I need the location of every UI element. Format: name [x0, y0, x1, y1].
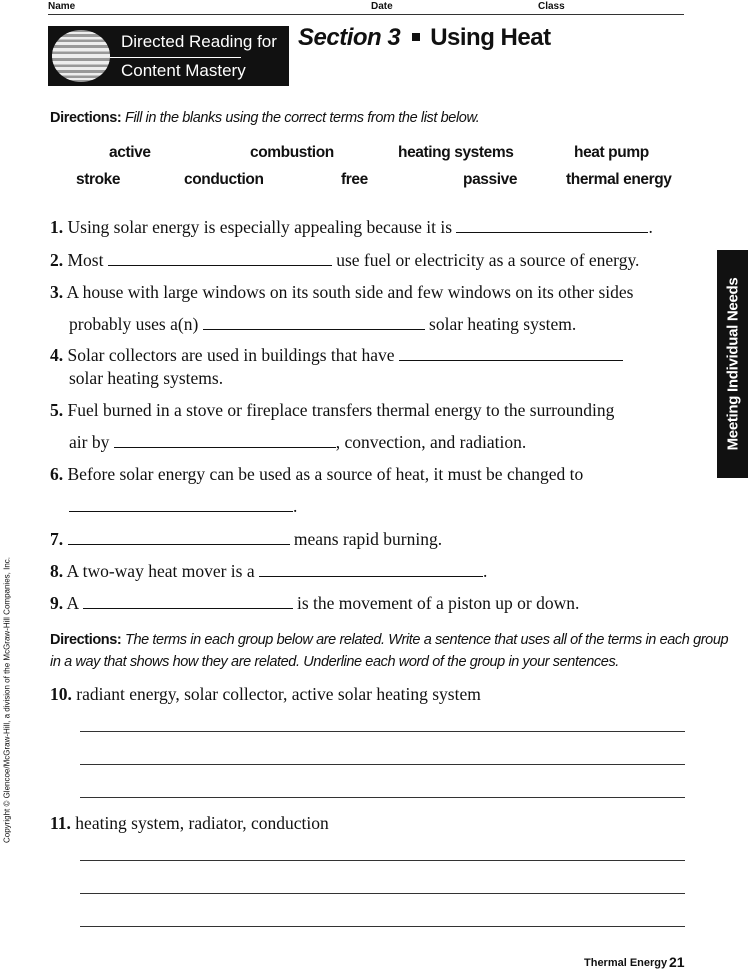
term-active: active: [109, 144, 151, 161]
writing-line-11a[interactable]: [80, 860, 685, 861]
question-5-line1: 5. Fuel burned in a stove or fireplace transfers thermal energy to the surrounding: [50, 400, 615, 420]
question-10: 10. radiant energy, solar collector, active solar heating system: [50, 684, 481, 704]
answer-blank-4[interactable]: [399, 346, 623, 361]
term-heat-pump: heat pump: [574, 144, 649, 161]
section-label: Section 3: [298, 24, 401, 51]
term-passive: passive: [463, 171, 518, 188]
question-4-line1: 4. Solar collectors are used in buildings that have: [50, 345, 623, 366]
side-tab-label: Meeting Individual Needs: [724, 277, 742, 451]
directions-2-line1: Directions: The terms in each group below are related. Write a sentence that uses all of the terms in each group: [50, 632, 729, 648]
answer-blank-7[interactable]: [68, 530, 290, 545]
answer-blank-3[interactable]: [203, 315, 425, 330]
directions-1: Directions: Fill in the blanks using the correct terms from the list below.: [50, 110, 480, 126]
question-2: 2. Most use fuel or electricity as a source of energy.: [50, 250, 640, 270]
question-7: 7. means rapid burning.: [50, 529, 443, 549]
term-conduction: conduction: [184, 171, 264, 188]
banner-divider: [110, 57, 241, 58]
date-label: Date: [371, 1, 393, 12]
term-stroke: stroke: [76, 171, 121, 188]
question-11: 11. heating system, radiator, conduction: [50, 813, 329, 833]
writing-line-10a[interactable]: [80, 731, 685, 732]
writing-line-10c[interactable]: [80, 797, 685, 798]
question-5-line2: air by , convection, and radiation.: [69, 432, 527, 452]
term-combustion: combustion: [250, 144, 334, 161]
writing-line-11b[interactable]: [80, 893, 685, 894]
header-rule: [48, 14, 684, 15]
writing-line-11c[interactable]: [80, 926, 685, 927]
question-9: 9. A is the movement of a piston up or down.: [50, 593, 580, 613]
copyright-notice: Copyright © Glencoe/McGraw-Hill, a division of the McGraw-Hill Companies, Inc.: [2, 557, 12, 843]
striped-disc-icon: [51, 29, 111, 83]
term-heating-systems: heating systems: [398, 144, 514, 161]
directions-2-line2: in a way that shows how they are related. Underline each word of the group in your sentences.: [50, 654, 619, 670]
banner-line2: Content Mastery: [121, 61, 246, 80]
banner-line1: Directed Reading for: [121, 32, 277, 51]
question-8: 8. A two-way heat mover is a .: [50, 561, 488, 581]
footer-chapter: Thermal Energy: [584, 957, 668, 969]
section-title: [298, 24, 551, 52]
writing-line-10b[interactable]: [80, 764, 685, 765]
name-label: Name: [48, 1, 76, 12]
question-1: 1. Using solar energy is especially appealing because it is .: [50, 217, 653, 237]
question-3-line1: 3. A house with large windows on its south side and few windows on its other sides: [50, 282, 634, 302]
footer-page-number: 21: [669, 954, 685, 970]
term-thermal-energy: thermal energy: [566, 171, 672, 188]
term-free: free: [341, 171, 368, 188]
answer-blank-5[interactable]: [114, 433, 336, 448]
section-heading: Using Heat: [430, 24, 551, 51]
question-4-line2: solar heating systems.: [69, 368, 224, 388]
answer-blank-8[interactable]: [259, 562, 483, 577]
answer-blank-2[interactable]: [108, 251, 332, 266]
answer-blank-9[interactable]: [83, 594, 293, 609]
question-6-line1: 6. Before solar energy can be used as a source of heat, it must be changed to: [50, 464, 584, 484]
answer-blank-1[interactable]: [456, 218, 648, 233]
question-6-line2: .: [69, 496, 297, 517]
answer-blank-6[interactable]: [69, 497, 293, 512]
bullet-icon: [412, 33, 420, 41]
class-label: Class: [538, 1, 565, 12]
question-3-line2: probably uses a(n) solar heating system.: [69, 314, 577, 334]
